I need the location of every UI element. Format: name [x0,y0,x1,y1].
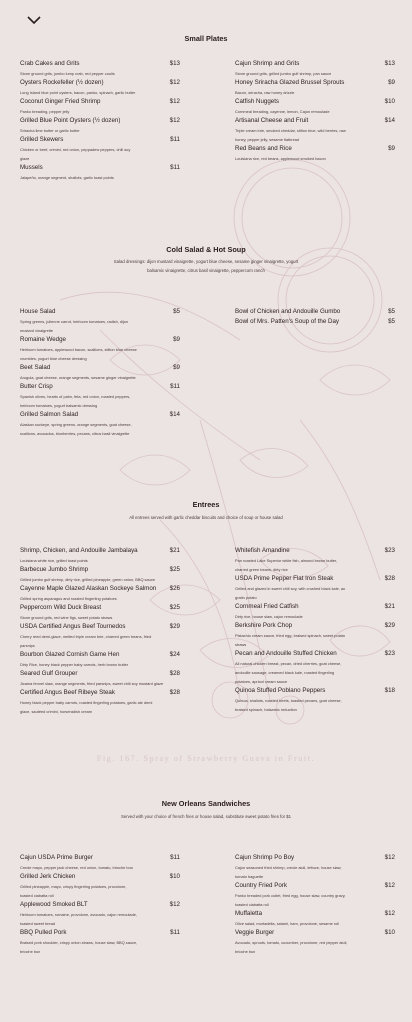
menu-item-price: $9 [388,145,395,152]
menu-item-name: Crab Cakes and Grits [20,60,80,67]
menu-item-name: Barbecue Jumbo Shrimp [20,566,89,573]
menu-item-description: Louisiana white rice, grilled toast points [20,558,88,563]
menu-item-name: Cornmeal Fried Catfish [235,603,299,610]
menu-item [20,688,180,716]
menu-item-description: Arugula, goat cheese, orange segments, sesame ginger vinaigrette [20,375,136,380]
menu-item-price: $11 [170,854,180,861]
menu-item [235,909,395,928]
menu-item-description: glace, sautéed crimini, horseradish cream [20,709,93,714]
menu-item-name: Butter Crisp [20,383,53,390]
menu-item-name: USDA Prime Pepper Flat Iron Steak [235,575,334,582]
menu-item-description: toasted ciabatta roll [20,893,54,898]
menu-item-price: $9 [388,79,395,86]
menu-item-price: $11 [170,929,180,936]
menu-item-name: Bourbon Glazed Cornish Game Hen [20,651,120,658]
menu-item [20,116,180,135]
entrees-right-column [235,546,395,714]
menu-item-price: $28 [384,575,395,582]
menu-item [20,622,180,650]
menu-item-description: toasted ciabatta roll [235,902,269,907]
section-title-new-orleans-sandwiches: New Orleans Sandwiches [161,799,251,808]
menu-item-price: $12 [169,98,180,105]
menu-item-price: $11 [170,164,180,171]
menu-item-name: Shrimp, Chicken, and Andouille Jambalaya [20,547,138,554]
menu-item-price: $12 [169,901,180,908]
menu-item-description: mustard vinaigrette [20,328,54,333]
menu-item [235,649,395,686]
menu-item [20,410,180,438]
menu-item-price: $26 [169,585,180,592]
menu-item-description: Stone ground grits, jumbo lump crab, red pepper coulis [20,71,115,76]
menu-item-name: Applewood Smoked BLT [20,901,88,908]
menu-item-description: Panko breading, pepper jelly [20,109,70,114]
menu-item-name: BBQ Pulled Pork [20,929,67,936]
menu-item-name: Cajun Shrimp Po Boy [235,854,295,861]
menu-item [20,135,180,163]
menu-item-description: parsnips [20,643,35,648]
menu-item-name: Berkshire Pork Chop [235,622,293,629]
menu-item-name: Quinoa Stuffed Poblano Peppers [235,687,326,694]
menu-item-description: toasted sweet bread [20,921,56,926]
menu-item-price: $5 [388,308,395,315]
menu-item [235,546,395,574]
menu-item-name: Peppercorn Wild Duck Breast [20,604,102,611]
menu-item [235,78,395,97]
menu-item-name: Veggie Burger [235,929,275,936]
menu-item-description: Alaskan sockeye, spring greens, orange segments, goat cheese, [20,422,132,427]
menu-item-description: Grilled pineapple, mayo, crispy fingerling potatoes, provolone, [20,884,127,889]
menu-item [20,78,180,97]
section-note-salad-dressings: Salad dressings: dijon mustard vinaigrette, yogurt blue cheese, sesame ginger vinaigrette, yogurt balsamic vinaigrette, citrus basil vinaigrette, peppercorn ranch [113,259,299,273]
menu-item-price: $25 [169,566,180,573]
menu-item-price: $12 [384,910,395,917]
entrees-left-column [20,546,180,716]
menu-item-name: Grilled Skewers [20,136,64,143]
menu-item-description: Sriracha lime butter or garlic butter [20,128,80,133]
menu-item-price: $10 [384,98,395,105]
menu-item [20,97,180,116]
menu-item-description: Honey black pepper baby carrots, roasted fingerling potatoes, garlic ale demi [20,700,153,705]
sandwiches-left-column [20,853,180,956]
menu-item-price: $13 [384,60,395,67]
small-plates-right-column [235,59,395,163]
menu-item-name: USDA Certified Angus Beef Tournedos [20,623,126,630]
menu-item-price: $29 [169,623,180,630]
menu-item-description: heirloom tomatoes, yogurt balsamic dressing [20,403,98,408]
menu-item-name: Muffaletta [235,910,263,917]
menu-item-description: honey, pepper jelly, sesame flatbread [235,137,300,142]
menu-item-price: $23 [384,547,395,554]
menu-item [20,59,180,78]
menu-item-description: tomato baguette [235,874,264,879]
menu-item-name: Certified Angus Beef Ribeye Steak [20,689,115,696]
menu-item-description: Dirty rice, house slaw, cajun remoulade [235,614,303,619]
menu-item-description: brioche bun [20,949,41,954]
menu-item-description: brioche bun [235,949,256,954]
menu-item-price: $11 [170,383,180,390]
menu-item-name: Honey Sriracha Glazed Brussel Sprouts [235,79,345,86]
menu-item [235,928,395,956]
menu-item-name: Grilled Jerk Chicken [20,873,76,880]
menu-item-name: Country Fried Pork [235,882,287,889]
menu-item-description: All natural chicken breast, pecan, dried cherries, goat cheese, [235,661,342,666]
menu-item-description: Creole mayo, pepper jack cheese, red onion, tomato, brioche bun [20,865,133,870]
menu-item-description: braised spinach, balsamic reduction [235,707,297,712]
menu-item [235,602,395,621]
menu-item-description: Avocado, sprouts, tomato, cucumber, provolone, red pepper aioli, [235,940,348,945]
menu-item [20,584,180,603]
menu-item-name: Grilled Salmon Salad [20,411,79,418]
menu-item-name: Whitefish Amandine [235,547,290,554]
menu-item [235,307,395,317]
menu-item-price: $21 [169,547,180,554]
menu-item-description: Bacon, sriracha, raw honey drizzle [235,90,295,95]
menu-item-name: Bowl of Mrs. Patten's Soup of the Day [235,318,340,325]
salad-left-column [20,307,180,438]
section-title-entrees: Entrees [192,500,220,509]
menu-item-name: Grilled Blue Point Oysters (½ dozen) [20,117,121,124]
menu-item [20,853,180,872]
menu-item-price: $12 [384,854,395,861]
menu-item [235,853,395,881]
menu-item-description: Heirloom tomatoes, romaine, provolone, avocado, cajun remoulade, [20,912,137,917]
menu-item [20,650,180,669]
menu-item-name: Bowl of Chicken and Andouille Gumbo [235,308,341,315]
menu-item [20,603,180,622]
menu-item-name: Artisanal Cheese and Fruit [235,117,309,124]
menu-item [20,363,180,382]
menu-item-description: Pistachio cream sauce, fried egg, braised spinach, sweet potato [235,633,346,638]
menu-item [235,317,395,327]
menu-item-price: $11 [170,136,180,143]
menu-item-description: Louisiana rice, red beans, applewood smoked bacon [235,156,326,161]
menu-item-price: $13 [169,60,180,67]
menu-item-description: Olive salad, mortadella, salami, ham, provolone, sesame roll [235,921,340,926]
menu-item [20,382,180,410]
menu-item-price: $14 [169,411,180,418]
menu-item-name: Catfish Nuggets [235,98,280,105]
menu-item-price: $21 [384,603,395,610]
menu-item [20,307,180,335]
menu-item-description: Cajun seasoned fried shrimp, creole aioli, lettuce, house slaw, [235,865,342,870]
menu-item [20,546,180,565]
menu-item-description: Cherry reed demi-glace, melted triple cream brie, charred green beans, fried [20,634,152,639]
menu-item-name: Cajun Shrimp and Grits [235,60,300,67]
background-caption: Fig. 167. Spray of Strawberry Guava in Fruit. [96,754,316,763]
menu-item [20,163,180,182]
menu-item-price: $24 [169,651,180,658]
menu-item-name: Pecan and Andouille Stuffed Chicken [235,650,337,657]
menu-item-description: Grilled and glazed in sweet chili soy, with crushed black kale, au [235,586,346,591]
menu-item-description: Quinoa, shallots, roasted beets, toasted pecans, goat cheese, [235,698,342,703]
menu-item [20,669,180,688]
menu-item-description: Jicama fennel slaw, orange segments, fried parsnips, sweet chili soy mustard glaze [20,681,164,686]
menu-item-description: Chicken or beef, crimini, red onion, peppadew peppers, chili soy [20,147,131,152]
menu-item-description: Heirloom tomatoes, applewood bacon, scallions, stilton blue cheese [20,347,137,352]
menu-item-description: Braised pork shoulder, crispy onion straws, house slaw, BBQ sauce, [20,940,138,945]
menu-item [235,881,395,909]
menu-item-description: glaze [20,156,30,161]
menu-item-price: $5 [388,318,395,325]
menu-item [20,565,180,584]
menu-item [235,144,395,163]
menu-item [20,928,180,956]
menu-item-name: Coconut Ginger Fried Shrimp [20,98,101,105]
chevron-down-icon[interactable] [26,14,42,26]
menu-item-price: $12 [169,79,180,86]
menu-item-description: Grilled jumbo gulf shrimp, dirty rice, grilled pineapple, green onion, BBQ sauce [20,577,155,582]
menu-item-description: Dirty Rice, honey black pepper baby carrots, herb brown butter [20,662,129,667]
menu-item-description: Stone ground grits, grilled jumbo gulf shrimp, pan sauce [235,71,332,76]
menu-item-price: $28 [169,689,180,696]
menu-item-price: $23 [384,650,395,657]
menu-item [235,574,395,602]
menu-item-name: Seared Gulf Grouper [20,670,78,677]
menu-item-name: Romaine Wedge [20,336,66,343]
menu-item-name: Mussels [20,164,43,171]
menu-item [20,335,180,363]
menu-item-description: Grilled spring asparagus and roasted fingerling potatoes [20,596,117,601]
menu-item-description: Spring greens, julienne carrot, heirloom tomatoes, radish, dijon [20,319,129,324]
menu-item-price: $12 [169,117,180,124]
menu-item-description: Panko breaded pork cutlet, fried egg, house slaw, country gravy, [235,893,346,898]
menu-item-description: Triple cream brie, smoked cheddar, stilton blue, wild berries, raw [235,128,346,133]
menu-item-description: scallions, avocados, blueberries, pecans, citrus basil vinaigrette [20,431,130,436]
menu-item-name: Red Beans and Rice [235,145,292,152]
menu-item-description: crumbles, yogurt blue cheese dressing [20,356,87,361]
menu-item-price: $29 [384,622,395,629]
menu-item-price: $10 [384,929,395,936]
menu-item-description: Long Island blue point oysters, bacon, panko, spinach, garlic butter [20,90,136,95]
menu-item [20,872,180,900]
menu-item-description: potatoes, apricot cream sauce [235,679,288,684]
menu-item-name: Oysters Rockefeller (½ dozen) [20,79,104,86]
menu-item-name: House Salad [20,308,56,315]
section-note-entrees: All entrees served with garlic cheddar biscuits and choice of soup or house salad [129,515,283,520]
menu-item [20,900,180,928]
menu-item-name: Cajun USDA Prime Burger [20,854,93,861]
section-title-cold-salad-hot-soup: Cold Salad & Hot Soup [166,245,246,254]
menu-item-price: $9 [173,336,180,343]
menu-item-description: Pan roasted Lake Superior white fish, almond brown butter, [235,558,338,563]
menu-item [235,97,395,116]
small-plates-left-column [20,59,180,182]
menu-item-description: gratin potato [235,595,257,600]
menu-item-name: Beet Salad [20,364,51,371]
menu-item-name: Cayenne Maple Glazed Alaskan Sockeye Salmon [20,585,157,592]
section-note-sandwiches: Served with your choice of french fries or house salad, substitute sweet potato fries for $1 [120,814,292,819]
menu-item-description: straws [235,642,247,647]
menu-item-description: Spanish olives, hearts of palm, feta, red onion, roasted peppers, [20,394,131,399]
menu-item-price: $28 [169,670,180,677]
menu-item-price: $10 [169,873,180,880]
menu-item-price: $12 [384,882,395,889]
menu-item-description: charred green beans, dirty rice [235,567,288,572]
section-title-small-plates: Small Plates [184,34,228,43]
soup-right-column [235,307,395,327]
sandwiches-right-column [235,853,395,956]
menu-item-price: $18 [384,687,395,694]
menu-item-price: $5 [173,308,180,315]
menu-item-description: andouille sausage, creamed black kale, roasted fingerling [235,670,335,675]
menu-item-price: $9 [173,364,180,371]
menu-item-price: $14 [384,117,395,124]
menu-item [235,59,395,78]
menu-item [235,621,395,649]
menu-item-description: Cornmeal breading, cayenne, lemon, Cajun remoulade [235,109,330,114]
menu-item-price: $25 [169,604,180,611]
menu-item-description: Jalapeño, orange segment, shallots, garlic toast points [20,175,114,180]
menu-item [235,686,395,714]
menu-item-description: Stone ground grits, red wine figs, sweet potato straws [20,615,113,620]
menu-item [235,116,395,144]
